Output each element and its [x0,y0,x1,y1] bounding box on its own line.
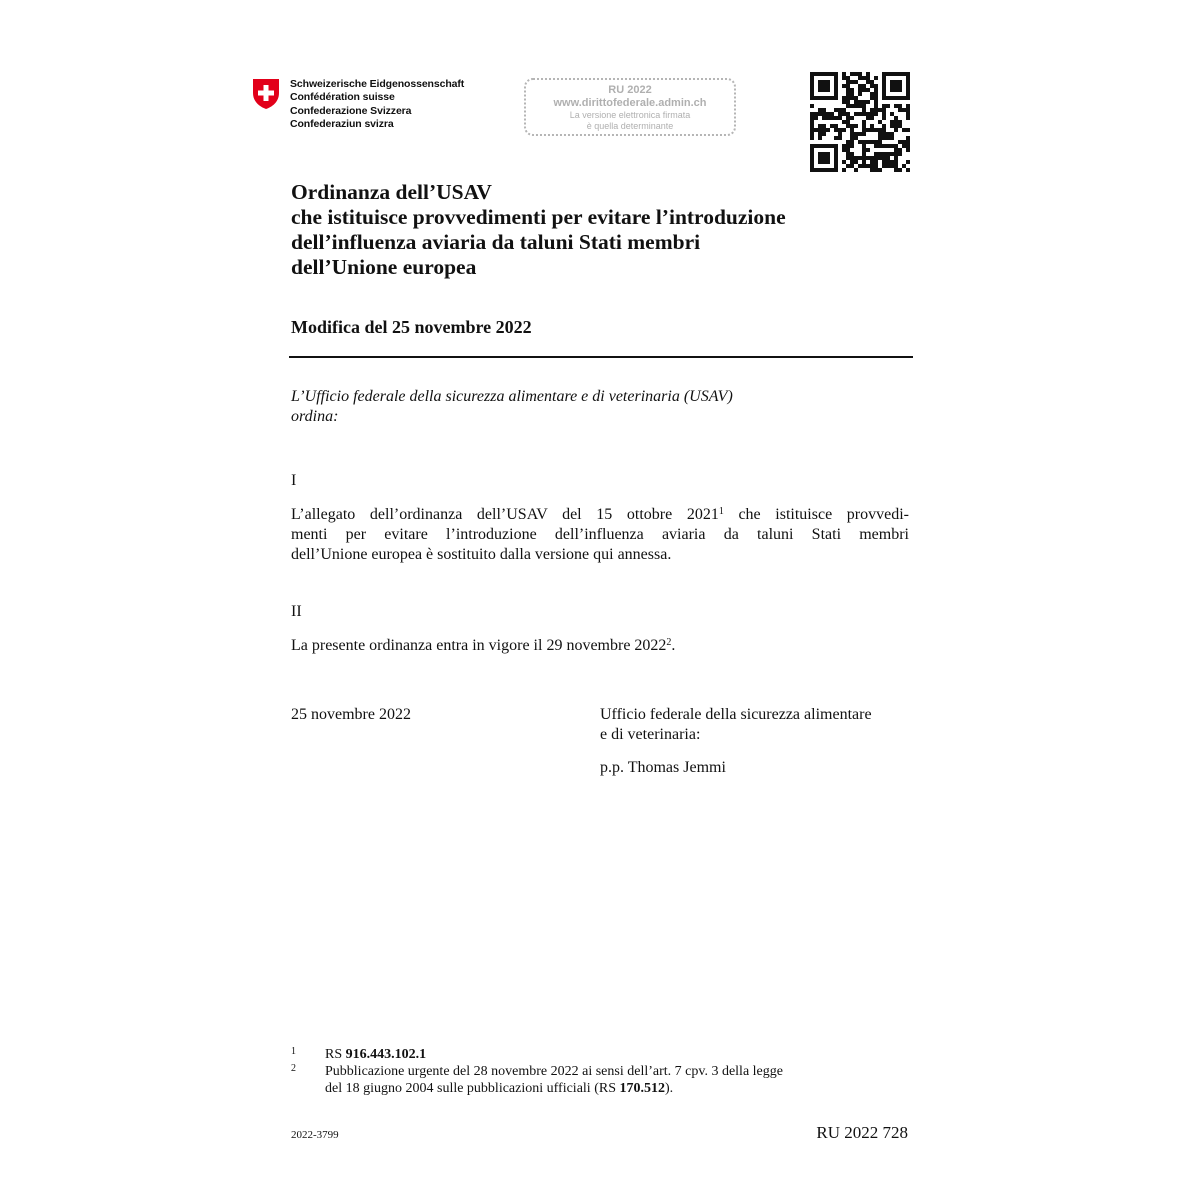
footnote-ref-2[interactable]: 2 [666,637,672,648]
stamp-note-2: è quella determinante [586,121,674,131]
authority-line: Ufficio federale della sicurezza alimentare [600,706,872,723]
authority-line: e di veterinaria: [600,726,701,743]
paragraph-line: dell’Unione europea è sostituito dalla versione qui annessa. [291,546,672,563]
preamble-line: L’Ufficio federale della sicurezza alimentare e di veterinaria (USAV) [291,388,733,405]
preamble-line: ordina: [291,408,339,425]
paragraph-text: . [671,637,676,654]
paragraph-line: menti per evitare l’introduzione dell’influenza aviaria da taluni Stati membri [291,526,909,543]
title-line: che istituisce provvedimenti per evitare l’introduzione [291,205,786,229]
document-number: 2022-3799 [291,1129,339,1141]
footnote-text: ). [664,1081,674,1096]
footnote-number-1: 1 [291,1046,296,1057]
section-2-paragraph [291,636,675,656]
qr-code-icon [810,72,910,172]
modification-date-heading: Modifica del 25 novembre 2022 [291,317,532,337]
signing-authority [600,705,872,745]
confederation-name-de: Schweizerische Eidgenossenschaft [290,78,465,90]
page-reference: RU 2022 728 [816,1123,908,1142]
footnote-line [325,1080,783,1097]
title-line: Ordinanza dell’USAV [291,180,492,204]
footnote-text: del 18 giugno 2004 sulle pubblicazioni ufficiali (RS [325,1081,620,1096]
section-numeral-1: I [291,472,297,489]
footnote-line: Pubblicazione urgente del 28 novembre 2022 ai sensi dell’art. 7 cpv. 3 della legge [325,1064,783,1079]
footnote-rs-link[interactable]: 170.512 [619,1081,665,1096]
confederation-name-it: Confederazione Svizzera [290,104,412,117]
paragraph-line [291,505,909,525]
section-1-paragraph [291,505,909,565]
signer-name: p.p. Thomas Jemmi [600,759,726,776]
preamble [291,387,733,427]
title-divider [289,356,913,358]
title-line: dell’influenza aviaria da taluni Stati membri [291,230,701,254]
stamp-url: www.dirittofederale.admin.ch [553,97,707,109]
paragraph-text: che istituisce provvedi- [723,506,909,523]
footnote-ref-1[interactable]: 1 [718,506,724,517]
footnote-rs-link[interactable]: 916.443.102.1 [345,1047,427,1062]
title-line: dell’Unione europea [291,255,477,279]
paragraph-text: La presente ordinanza entra in vigore il 29 novembre 2022 [291,637,667,654]
confederation-names [290,78,464,132]
footnote-number-2: 2 [291,1063,296,1074]
electronic-signature-stamp [524,78,736,136]
stamp-ru: RU 2022 [608,84,652,96]
swiss-cross-icon [252,78,280,110]
footnote-2 [325,1063,783,1097]
confederation-name-rm: Confederaziun svizra [290,118,394,131]
confederation-name-fr: Confédération suisse [290,91,395,104]
stamp-note-1: La versione elettronica firmata [569,110,691,120]
document-title [291,180,911,280]
section-numeral-2: II [291,603,302,620]
paragraph-text: L’allegato dell’ordinanza dell’USAV del 15 ottobre 2021 [291,506,719,523]
signature-date: 25 novembre 2022 [291,706,411,723]
footnote-1 [325,1046,426,1063]
footnote-text: RS [325,1047,346,1062]
